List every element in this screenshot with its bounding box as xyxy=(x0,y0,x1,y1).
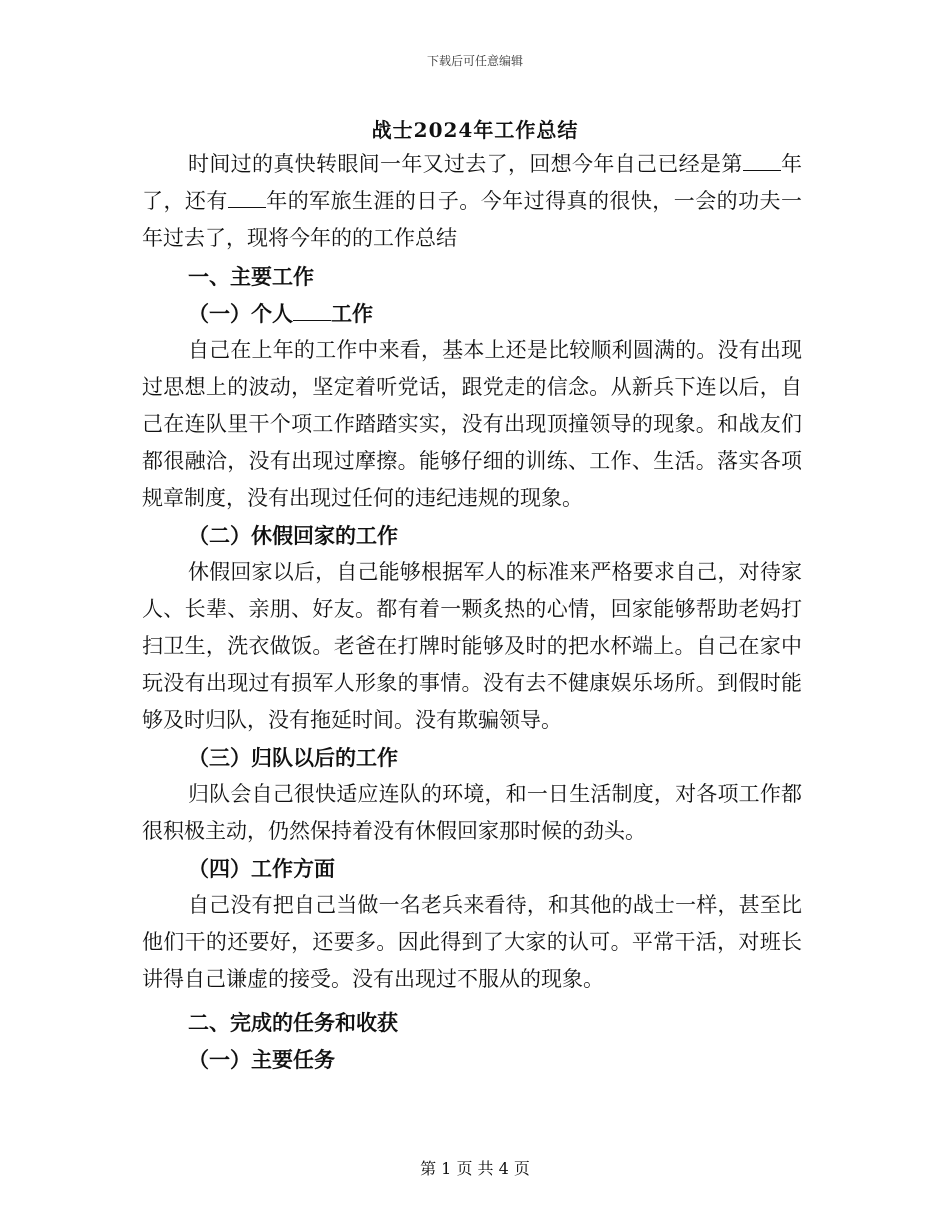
intro-text-1: 时间过的真快转眼间一年又过去了，回想今年自己已经是第 xyxy=(188,152,743,176)
section-1-heading: 一、主要工作 xyxy=(188,264,314,289)
header-note: 下载后可任意编辑 xyxy=(426,54,523,68)
section-1-sub-2-paragraph: 休假回家以后，自己能够根据军人的标准来严格要求自己，对待家人、长辈、亲朋、好友。都有着一颗炙热的心情，回家能够帮助老妈打扫卫生，洗衣做饭。老爸在打牌时能够及时的把水杯端上。自己在家中玩没有出现过有损军人形象的事情。没有去不健康娱乐场所。到假时能够及时归队，没有拖延时间。没有欺骗领导。 xyxy=(142,560,802,732)
fill-blank-years-remaining xyxy=(228,189,266,208)
section-1-sub-3-heading: （三）归队以后的工作 xyxy=(188,745,398,770)
section-2-heading: 二、完成的任务和收获 xyxy=(188,1010,398,1035)
intro-text-3: 年的军旅生涯的日子。今年过得真的很快，一会的功夫一年过去了，现将今年的的工作总结 xyxy=(142,189,803,250)
section-1-sub-4-heading: （四）工作方面 xyxy=(188,856,335,881)
sub-1-heading-suffix: 工作 xyxy=(331,301,373,326)
intro-text-2: 年了，还有 xyxy=(142,152,803,213)
fill-blank-years-served xyxy=(743,152,781,171)
sub-1-heading-prefix: （一）个人 xyxy=(188,301,293,326)
section-1-sub-2-heading: （二）休假回家的工作 xyxy=(188,523,398,548)
section-1-sub-3-paragraph: 归队会自己很快适应连队的环境，和一日生活制度，对各项工作都很积极主动，仍然保持着没有休假回家那时候的劲头。 xyxy=(142,782,802,843)
fill-blank-sub-1 xyxy=(293,302,331,321)
section-1-sub-1-heading xyxy=(142,295,802,332)
section-2-sub-1-heading: （一）主要任务 xyxy=(188,1047,335,1072)
document-body xyxy=(142,146,802,1078)
document-title: 战士2024年工作总结 xyxy=(371,118,579,142)
section-1-sub-1-paragraph: 自己在上年的工作中来看，基本上还是比较顺利圆满的。没有出现过思想上的波动，坚定着听党话，跟党走的信念。从新兵下连以后，自己在连队里干个项工作踏踏实实，没有出现顶撞领导的现象。和战友们都很融洽，没有出现过摩擦。能够仔细的训练、工作、生活。落实各项规章制度，没有出现过任何的违纪违规的现象。 xyxy=(142,338,802,510)
section-1-sub-4-paragraph: 自己没有把自己当做一名老兵来看待，和其他的战士一样，甚至比他们干的还要好，还要多。因此得到了大家的认可。平常干活，对班长讲得自己谦虚的接受。没有出现过不服从的现象。 xyxy=(142,893,802,991)
page-footer: 第 1 页 共 4 页 xyxy=(420,1159,530,1178)
intro-paragraph xyxy=(142,146,802,257)
